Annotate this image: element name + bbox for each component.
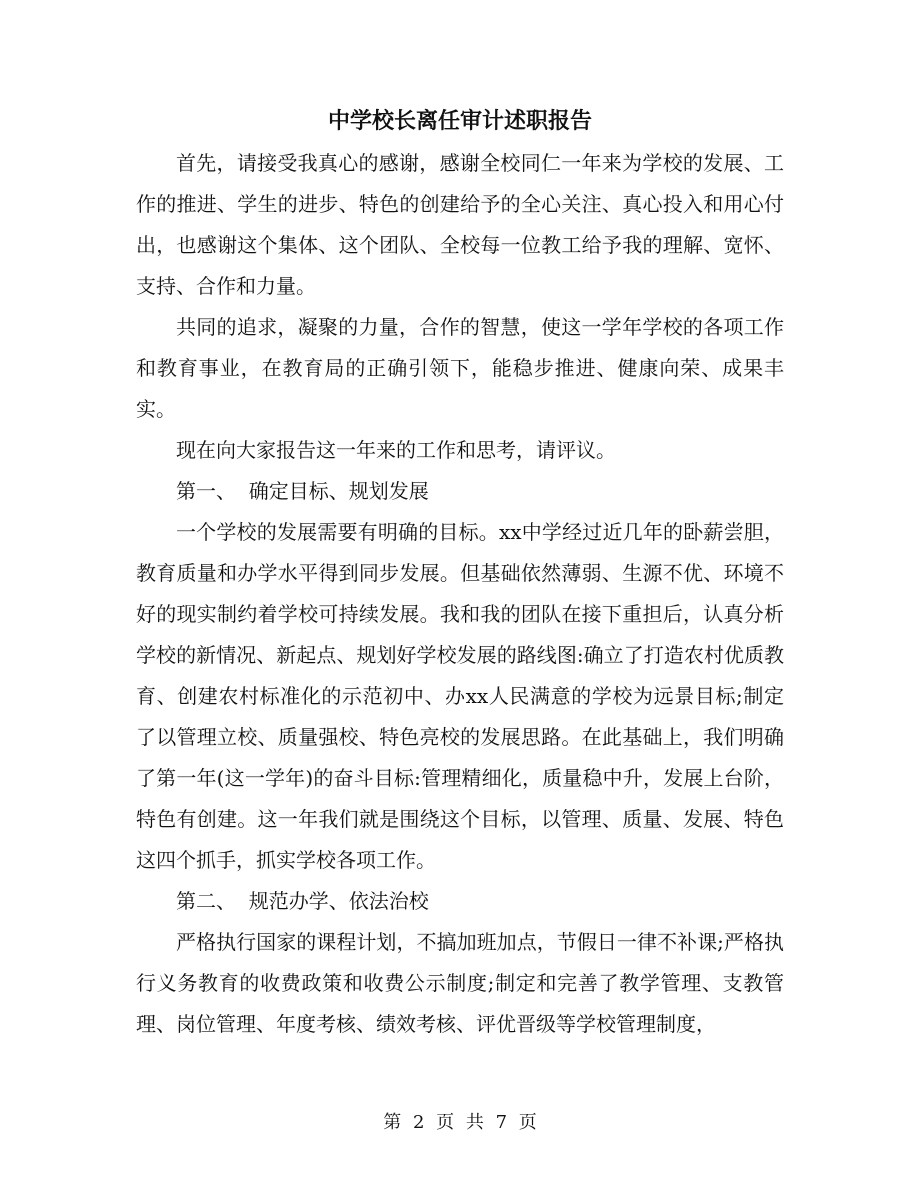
- paragraph-report-intro: 现在向大家报告这一年来的工作和思考，请评议。: [176, 438, 616, 462]
- paragraph-common-pursuit: 共同的追求，凝聚的力量，合作的智慧，使这一学年学校的各项工作和教育事业，在教育局的正确引领下，能稳步推进、健康向荣、成果丰实。: [136, 315, 784, 421]
- paragraph-goals: 一个学校的发展需要有明确的目标。xx中学经过近几年的卧薪尝胆，教育质量和办学水平得到同步发展。但基础依然薄弱、生源不优、环境不好的现实制约着学校可持续发展。我和我的团队在接下重担后，认真分析学校的新情况、新起点、规划好学校发展的路线图:确立了打造农村优质教育、创建农村标准化的示范初中、办xx人民满意的学校为远景目标;制定了以管理立校、质量强校、特色亮校的发展思路。在此基础上，我们明确了第一年(这一学年)的奋斗目标:管理精细化，质量稳中升，发展上台阶，特色有创建。这一年我们就是围绕这个目标，以管理、质量、发展、特色这四个抓手，抓实学校各项工作。: [136, 520, 784, 872]
- paragraph-thanks: 首先，请接受我真心的感谢，感谢全校同仁一年来为学校的发展、工作的推进、学生的进步、特色的创建给予的全心关注、真心投入和用心付出，也感谢这个集体、这个团队、全校每一位教工给予我的理解、宽怀、支持、合作和力量。: [136, 151, 784, 298]
- paragraph-regulations: 严格执行国家的课程计划，不搞加班加点，节假日一律不补课;严格执行义务教育的收费政策和收费公示制度;制定和完善了教学管理、支教管理、岗位管理、年度考核、绩效考核、评优晋级等学校管理制度，: [136, 930, 784, 1036]
- page-number-footer: 第 2 页 共 7 页: [383, 1112, 537, 1133]
- section-heading-1: 第一、 确定目标、规划发展: [176, 479, 429, 503]
- document-title: 中学校长离任审计述职报告: [327, 108, 592, 134]
- document-body: [136, 143, 784, 1045]
- section-heading-2: 第二、 规范办学、依法治校: [176, 889, 429, 913]
